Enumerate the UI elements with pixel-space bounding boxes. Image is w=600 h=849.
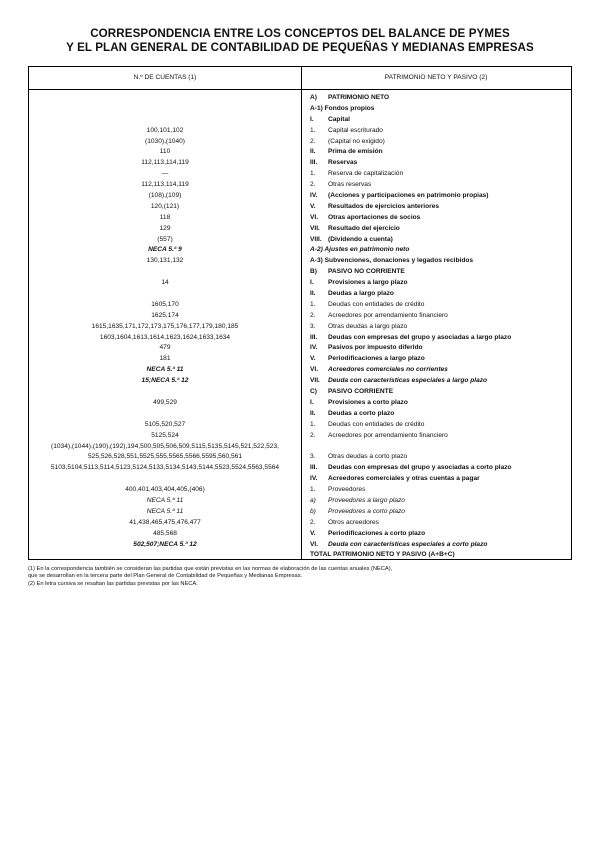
concept-label [310,463,572,474]
table-row [29,191,571,202]
account-numbers: 100,101,102 [146,126,184,134]
concept-number: I. [310,279,314,287]
concept-text: Acreedores por arrendamiento financiero [328,311,448,319]
concept-number: 1. [310,486,316,494]
table-row [29,202,571,213]
concept-number: V. [310,355,316,363]
concept-number: b) [310,507,316,515]
concept-text: Capital escriturado [328,126,383,134]
table-row [29,431,571,442]
concept-number: 2. [310,431,316,439]
concept-number: 1. [310,300,316,308]
concept-number: III. [310,333,318,341]
concept-label [310,354,572,365]
concept-label [310,256,572,267]
table-row [29,518,571,529]
concept-label [310,213,572,224]
account-numbers: 502,507;NECA 5.ª 12 [133,540,197,548]
account-numbers: — [161,170,169,178]
concept-text: Deuda con características especiales a largo plazo [328,377,488,385]
account-numbers: 485,568 [153,529,177,537]
table-row [29,245,571,256]
concept-number: IV. [310,475,318,483]
table-row [29,126,571,137]
header-equity-liabilities: PATRIMONIO NETO Y PASIVO (2) [384,74,488,81]
account-numbers: 525,526,528,551,5525,555,5565,5566,5595,560,561 [87,453,242,461]
account-numbers: 118 [159,213,171,221]
concept-number: A) [310,94,317,101]
table-row [29,365,571,376]
account-numbers: 130,131,132 [146,257,184,265]
concept-number: 2. [310,181,316,189]
table-row [29,158,571,169]
concept-text: PASIVO NO CORRIENTE [328,268,405,276]
concept-label [310,311,572,322]
table-row [29,322,571,333]
concept-number: VI. [310,540,319,548]
concept-number: 3. [310,453,316,461]
concept-number: 2. [310,137,316,145]
title-line-1: CORRESPONDENCIA ENTRE LOS CONCEPTOS DEL BALANCE DE PYMES [90,27,510,40]
concept-label [310,550,572,561]
header-accounts: N.º DE CUENTAS (1) [133,74,197,81]
table-row [29,235,571,246]
table-row [29,213,571,224]
concept-number: V. [310,202,316,210]
concept-number: III. [310,464,318,472]
table-row [29,256,571,267]
concept-text: Deudas con entidades de crédito [328,420,425,428]
concept-number: 1. [310,420,316,428]
concept-text: Otras deudas a corto plazo [328,453,408,461]
concept-text: Reserva de capitalización [328,170,404,178]
concept-text: Deuda con características especiales a corto plazo [328,540,488,548]
table-row [29,463,571,474]
concept-label [310,398,572,409]
concept-label [310,496,572,507]
table-row [29,529,571,540]
account-numbers: (108),(109) [148,192,182,200]
account-numbers: 181 [159,355,171,363]
concept-text: Periodificaciones a corto plazo [328,529,426,537]
concept-text: Otras reservas [328,181,372,189]
concept-text: Prima de emisión [328,148,383,156]
table-body [29,93,571,561]
concept-text: Deudas a corto plazo [328,409,395,417]
table-row [29,104,571,115]
table-row [29,474,571,485]
table-row [29,420,571,431]
concept-label [310,540,572,551]
concept-text: Capital [328,115,350,123]
table-row [29,300,571,311]
concept-text: Deudas a largo plazo [328,290,394,298]
concept-text: TOTAL PATRIMONIO NETO Y PASIVO (A+B+C) [310,551,455,559]
concept-label [310,235,572,246]
concept-number: I. [310,398,314,406]
concept-number: II. [310,290,316,298]
concept-label [310,322,572,333]
table-row [29,147,571,158]
table-row [29,507,571,518]
concept-label [310,126,572,137]
concept-label [310,431,572,442]
concept-label [310,245,572,256]
concept-text: Pasivos por impuesto diferido [328,344,423,352]
concept-number: 1. [310,126,316,134]
concept-text: Provisiones a largo plazo [328,279,408,287]
concept-number: II. [310,148,316,156]
concept-text: (Acciones y participaciones en patrimonio propias) [328,192,489,200]
table-row [29,354,571,365]
table-row [29,409,571,420]
concept-number: B) [310,268,317,276]
concept-label [310,93,572,104]
account-numbers: 1615,1635,171,172,173,175,176,177,179,180,185 [91,322,239,330]
concept-text: Proveedores a largo plazo [328,496,405,504]
concept-label [310,137,572,148]
concept-number: 3. [310,322,316,330]
table-row [29,333,571,344]
concept-label [310,387,572,398]
footnote-1a: (1) En la correspondencia también se consideran las partidas que están previstas en las normas de elaboración de las cuentas anuales (NECA), [28,566,393,572]
account-numbers: 41,438,465,475,476,477 [129,518,201,526]
account-numbers: 1603,1604,1613,1614,1623,1624,1633,1634 [99,333,231,341]
concept-number: V. [310,529,316,537]
concept-text: Resultados de ejercicios anteriores [328,202,440,210]
concept-label [310,289,572,300]
account-numbers: 112,113,114,119 [141,159,189,167]
concept-label [310,343,572,354]
table-row [29,311,571,322]
table-row [29,442,571,464]
document-title [0,27,600,55]
footnote-1b: que se desarrollan en la tercera parte del Plan General de Contabilidad de Pequeñas y Medianas Empresas. [28,573,303,580]
concept-number: VIII. [310,235,322,243]
account-numbers: 5125,524 [151,431,179,439]
table-row [29,115,571,126]
account-numbers: 129 [159,224,171,232]
concept-text: Reservas [328,159,358,167]
concept-number: 2. [310,518,316,526]
table-row [29,169,571,180]
account-numbers: 112,113,114,119 [141,181,189,189]
account-numbers: 15;NECA 5.ª 12 [141,377,189,385]
concept-number: IV. [310,344,318,352]
concept-label [310,191,572,202]
concept-text: Resultado del ejercicio [328,224,400,232]
concept-number: VII. [310,377,320,385]
concept-label [310,529,572,540]
concept-text: Otros acreedores [328,518,379,526]
concept-label [310,115,572,126]
concept-label [310,518,572,529]
account-numbers: 110 [159,148,171,156]
table-row [29,398,571,409]
concept-label [310,420,572,431]
account-numbers: 479 [159,344,171,352]
concept-number: IV. [310,192,318,200]
concept-text: Proveedores a corto plazo [328,507,405,515]
concept-text: A-1) Fondos propios [310,104,375,112]
concept-text: Otras deudas a largo plazo [328,322,408,330]
account-numbers: NECA 5.ª 11 [146,366,184,374]
concept-number: 1. [310,170,316,178]
concept-label [310,147,572,158]
concept-text: Acreedores por arrendamiento financiero [328,431,448,439]
account-numbers: 14 [161,279,169,287]
concept-text: Acreedores comerciales no corrientes [328,366,448,374]
concept-label [310,202,572,213]
concept-text: Deudas con empresas del grupo y asociadas a corto plazo [328,464,512,472]
footnote-2: (2) En letra cursiva se resaltan las partidas previstas por las NECA. [28,580,198,587]
concept-text: Deudas con empresas del grupo y asociadas a largo plazo [328,333,512,341]
concept-label [310,333,572,344]
account-numbers: 1605,170 [151,300,179,308]
concept-number: I. [310,115,314,123]
table-row [29,485,571,496]
account-numbers: NECA 5.ª 9 [148,246,182,254]
concept-label [310,452,572,463]
table-row [29,376,571,387]
account-numbers: 1625,174 [151,311,179,319]
concept-text: Provisiones a corto plazo [328,398,408,406]
concept-label [310,485,572,496]
concept-number: C) [310,388,317,396]
concept-text: A-2) Ajustes en patrimonio neto [310,246,410,254]
account-numbers: (557) [157,235,173,243]
concept-text: Otras aportaciones de socios [328,213,421,221]
account-numbers: NECA 5.ª 11 [146,496,184,504]
concept-label [310,365,572,376]
concept-text: (Capital no exigido) [328,137,385,145]
table-row [29,496,571,507]
concept-text: (Dividendo a cuenta) [328,235,393,243]
concept-number: VI. [310,213,319,221]
table-header [29,67,571,90]
table-row [29,550,571,561]
table-row [29,540,571,551]
concept-text: Proveedores [328,486,366,494]
concept-number: III. [310,159,318,167]
concept-label [310,474,572,485]
account-numbers: (1030),(1040) [145,137,185,145]
concept-number: II. [310,409,316,417]
concept-text: A-3) Subvenciones, donaciones y legados recibidos [310,257,474,265]
concept-text: Periodificaciones a largo plazo [328,355,425,363]
footnotes [28,566,572,588]
table-row [29,387,571,398]
title-line-2: Y EL PLAN GENERAL DE CONTABILIDAD DE PEQUEÑAS Y MEDIANAS EMPRESAS [66,41,534,54]
table-row [29,278,571,289]
table-row [29,267,571,278]
account-numbers: 5103,5104,5113,5114,5123,5124,5133,5134,5143,5144,5523,5524,5563,5564 [50,464,280,472]
table-row [29,137,571,148]
concept-text: PASIVO CORRIENTE [328,388,394,396]
concept-label [310,409,572,420]
table-row [29,343,571,354]
concept-label [310,507,572,518]
account-numbers: 400,401,403,404,405,(406) [125,486,205,494]
concept-label [310,376,572,387]
concept-label [310,104,572,115]
concept-label [310,158,572,169]
concept-number: a) [310,496,316,504]
concept-text: Acreedores comerciales y otras cuentas a pagar [328,475,480,483]
concept-label [310,224,572,235]
correspondence-table [28,66,572,560]
concept-label [310,169,572,180]
concept-text: PATRIMONIO NETO [328,94,390,101]
table-row [29,289,571,300]
concept-label [310,300,572,311]
concept-label [310,278,572,289]
concept-label [310,180,572,191]
concept-number: VI. [310,366,319,374]
account-numbers: 5105,520,527 [144,420,186,428]
concept-label [310,267,572,278]
account-numbers: (1034),(1044),(190),(192),194,500,505,506,509,5115,5135,5145,521,522,523, [51,442,279,450]
table-row [29,93,571,104]
concept-number: 2. [310,311,316,319]
account-numbers: 499,529 [153,398,177,406]
concept-text: Deudas con entidades de crédito [328,300,425,308]
concept-number: VII. [310,224,320,232]
account-numbers: 120,(121) [150,202,180,210]
account-numbers: NECA 5.ª 11 [146,507,184,515]
table-row [29,180,571,191]
table-row [29,224,571,235]
